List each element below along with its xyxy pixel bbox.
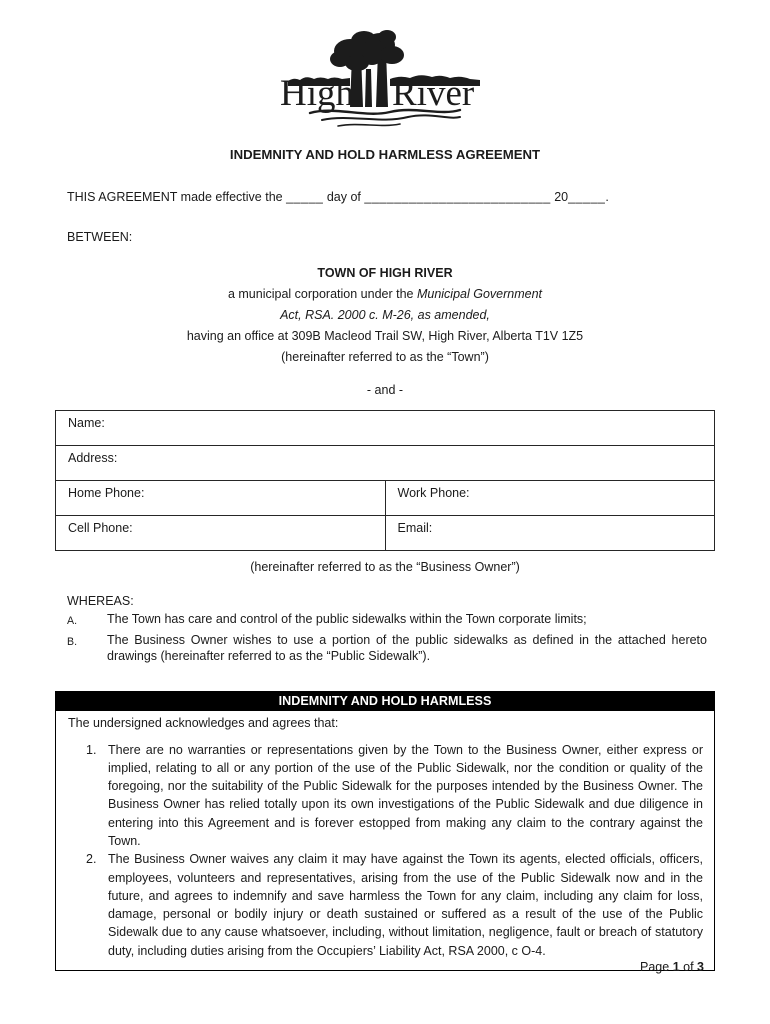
year-prefix: 20 (554, 190, 569, 204)
whereas-item-a (67, 611, 707, 630)
year-blank-field[interactable]: _____ (568, 190, 606, 204)
sentence-period: . (605, 190, 609, 204)
cell-phone-field[interactable] (56, 516, 386, 551)
indemnity-clause-1-number: 1. (86, 742, 97, 757)
town-ref-line: (hereinafter referred to as the “Town”) (281, 350, 489, 364)
whereas-section (67, 594, 707, 665)
document-title: INDEMNITY AND HOLD HARMLESS AGREEMENT (229, 147, 541, 162)
town-line-2: Act, RSA. 2000 c. M-26, as amended, (280, 308, 490, 322)
name-field[interactable] (56, 411, 715, 446)
town-address-line: having an office at 309B Macleod Trail SW, High River, Alberta T1V 1Z5 (186, 329, 584, 343)
indemnity-intro: The undersigned acknowledges and agrees that: (68, 715, 339, 730)
page-number-footer (640, 960, 704, 974)
page-label: Page (640, 960, 670, 974)
whereas-item-b-text: The Business Owner wishes to use a portion of the public sidewalks as defined in the attached hereto drawings (hereinafter referred to as the “Public Sidewalk”). (107, 632, 707, 663)
day-blank-field[interactable]: _____ (286, 190, 324, 204)
tree-foliage (330, 30, 404, 71)
indemnity-section-header: INDEMNITY AND HOLD HARMLESS (55, 691, 715, 711)
town-line-1-italic: Municipal Government (416, 287, 543, 301)
cell-phone-label: Cell Phone: (68, 521, 133, 535)
table-row-address (56, 446, 715, 481)
indemnity-clause-1-text: There are no warranties or representations given by the Town to the Business Owner, either express or implied, relating to all or any portion of the use of the Public Sidewalk, nor the condition or quality of the foregoing, nor the suitability of the Public Sidewalk for the purposes intended by the Business Owner. The Business Owner has relied totally upon its own investigations of the Public Sidewalk and due diligence in entering into this Agreement and is forever estopped from making any claim to the contrary against the Town. (108, 742, 703, 848)
logo-word-high: High (280, 73, 354, 114)
indemnity-section-body (55, 711, 715, 972)
page-total: 3 (697, 960, 704, 974)
indemnity-section (55, 691, 715, 972)
whereas-item-a-text: The Town has care and control of the public sidewalks within the Town corporate limits; (107, 611, 587, 626)
home-phone-label: Home Phone: (68, 486, 145, 500)
town-line-1-regular: a municipal corporation under the (227, 287, 417, 301)
name-field-label: Name: (68, 416, 105, 430)
town-logo (0, 0, 770, 132)
logo-word-river: River (392, 73, 475, 114)
town-line-1 (0, 284, 770, 305)
whereas-label: WHEREAS: (67, 594, 134, 608)
indemnity-clause-2-text: The Business Owner waives any claim it may have against the Town its agents, elected officials, officers, employees, volunteers and representatives, arising from the use of the Public Sidewalk now and in the future, and agrees to indemnify and save harmless the Town for any claim, including any claim for loss, damage, personal or bodily injury or death sustained or suffered as a result of the use of the Public Sidewalk due to any cause whatsoever, including, without limitation, negligence, fault or breach of statutory duty, including duties arising from the Occupiers’ Liability Act, RSA 2000, c O-4. (108, 852, 703, 958)
address-field-label: Address: (68, 451, 118, 465)
address-field[interactable] (56, 446, 715, 481)
work-phone-field[interactable] (385, 481, 715, 516)
whereas-item-b (67, 632, 707, 665)
day-of-text: day of (326, 190, 361, 204)
high-river-logo-graphic (280, 29, 490, 132)
town-party-block (0, 263, 770, 368)
indemnity-clause-1 (68, 741, 703, 851)
email-field-label: Email: (397, 521, 433, 535)
work-phone-label: Work Phone: (397, 486, 470, 500)
town-name: TOWN OF HIGH RIVER (317, 266, 453, 280)
and-separator: - and - (366, 383, 404, 397)
between-label: BETWEEN: (67, 230, 133, 244)
indemnity-clause-2 (68, 850, 703, 960)
business-owner-table (55, 410, 715, 551)
whereas-item-b-marker: B. (67, 635, 78, 648)
effective-date-line (67, 190, 707, 204)
indemnity-clause-list (68, 741, 703, 961)
of-label: of (683, 960, 694, 974)
whereas-item-a-marker: A. (67, 614, 78, 627)
month-blank-field[interactable]: _________________________ (364, 190, 551, 204)
table-row-phones (56, 481, 715, 516)
indemnity-clause-2-number: 2. (86, 852, 97, 867)
home-phone-field[interactable] (56, 481, 386, 516)
table-row-cell-email (56, 516, 715, 551)
page-number: 1 (672, 960, 680, 974)
business-owner-ref-line: (hereinafter referred to as the “Business Owner”) (250, 560, 520, 574)
email-field[interactable] (385, 516, 715, 551)
effective-prefix: THIS AGREEMENT made effective the (67, 190, 283, 204)
table-row-name (56, 411, 715, 446)
tree-trunk-middle (365, 69, 372, 107)
